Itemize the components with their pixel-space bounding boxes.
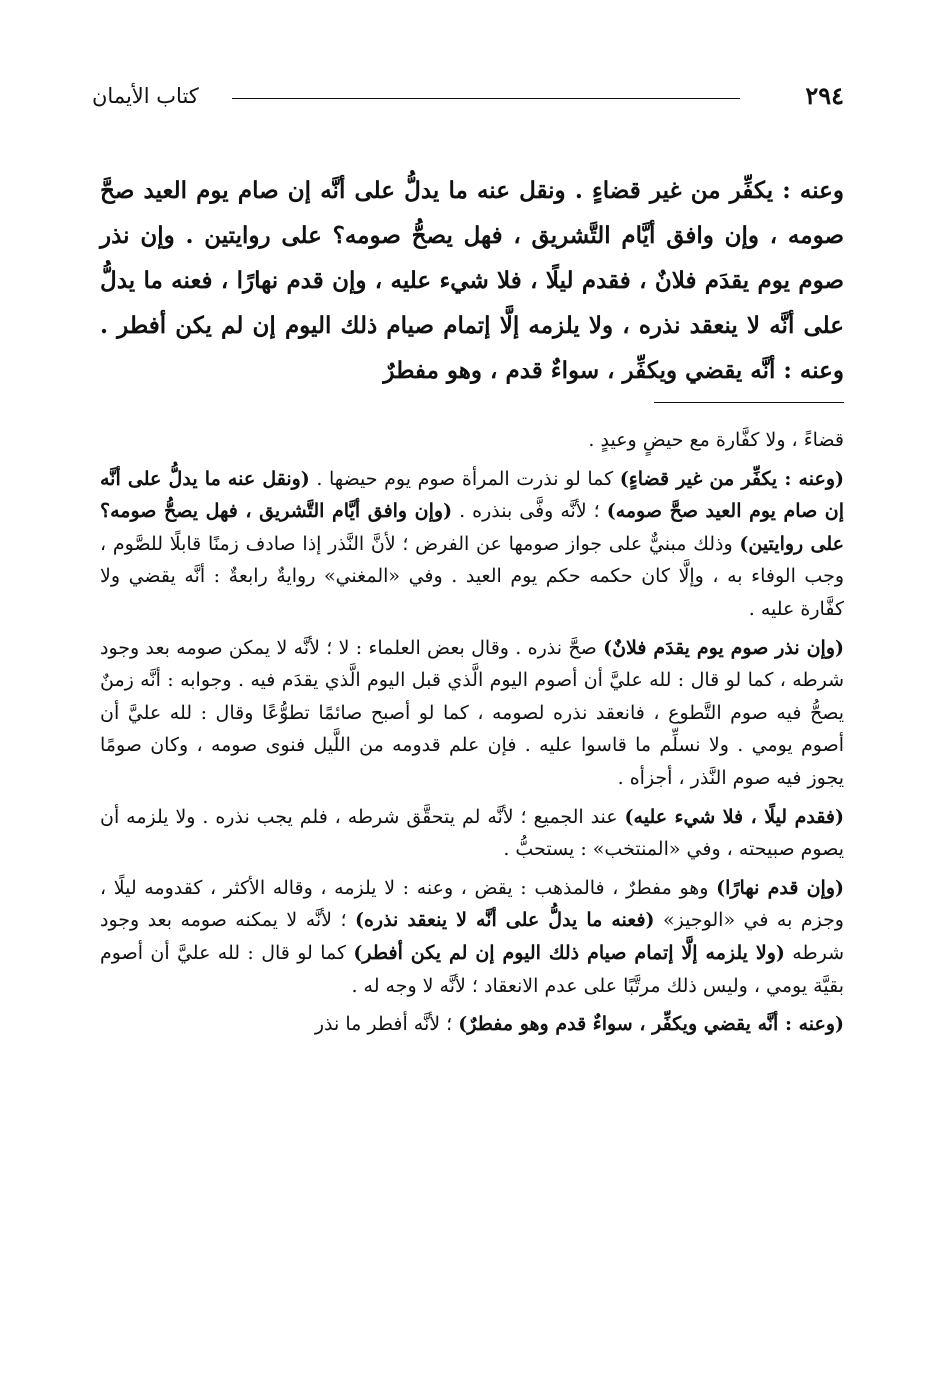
quoted-matn: (وعنه : يكفِّر من غير قضاءٍ) bbox=[619, 467, 844, 490]
commentary-paragraph-5 bbox=[100, 872, 844, 1002]
main-text-paragraph: وعنه : يكفِّر من غير قضاءٍ . ونقل عنه ما يدلُّ على أنَّه إن صام يوم العيد صحَّ صومه ، وإن وافق أيَّام التَّشريق ، فهل يصحُّ صومه؟ على روايتين . وإن نذر صوم يوم يقدَم فلانٌ ، فقدم ليلًا ، فلا شيء عليه ، وإن قدم نهارًا ، فعنه ما يدلُّ على أنَّه لا ينعقد نذره ، ولا يلزمه إلَّا إتمام صيام ذلك اليوم إن لم يكن أفطر . وعنه : أنَّه يقضي ويكفِّر ، سواءٌ قدم ، وهو مفطرٌ bbox=[100, 177, 844, 384]
quoted-matn: (ونقل عنه ما يدلُّ على أنَّه إن صام يوم العيد صحَّ صومه) bbox=[100, 467, 845, 523]
quoted-matn: (فقدم ليلًا ، فلا شيء عليه) bbox=[624, 805, 845, 828]
quoted-matn: (وإن وافق أيَّام التَّشريق ، فهل يصحُّ صومه؟ على روايتين) bbox=[100, 500, 844, 555]
commentary-text: عند الجميع ؛ لأنَّه لم يتحقَّق شرطه ، فلم يجب نذره . ولا يلزمه أن يصوم صبيحته ، وفي «المنتخب» : يستحبُّ . bbox=[100, 805, 844, 861]
quoted-matn: (ولا يلزمه إلَّا إتمام صيام ذلك اليوم إن لم يكن أفطر) bbox=[353, 941, 785, 964]
commentary-paragraph-1 bbox=[100, 424, 844, 457]
commentary-text: ؛ لأنَّه لا يمكنه صومه بعد وجود شرطه bbox=[100, 909, 844, 964]
commentary bbox=[100, 424, 844, 1047]
quoted-matn: (وعنه : أنَّه يقضي ويكفِّر ، سواءٌ قدم وهو مفطرٌ) bbox=[458, 1013, 844, 1036]
commentary-text: كما لو قال : لله عليَّ أن أصوم بقيَّة يومي ، وليس ذلك مرتَّبًا على عدم الانعقاد ؛ لأنَّه لا وجه له . bbox=[100, 941, 844, 997]
quoted-matn: (فعنه ما يدلُّ على أنَّه لا ينعقد نذره) bbox=[354, 909, 655, 932]
running-title: كتاب الأيمان bbox=[92, 84, 199, 108]
header-rule bbox=[232, 98, 740, 99]
commentary-text: وهو مفطرٌ ، فالمذهب : يقض ، وعنه : لا يلزمه ، وقاله الأكثر ، كقدومه ليلًا ، وجزم به في «الوجيز» bbox=[100, 876, 844, 932]
commentary-paragraph-6 bbox=[100, 1008, 844, 1041]
commentary-text: كما لو نذرت المرأة صوم يوم حيضها . bbox=[309, 467, 620, 490]
commentary-text: ؛ لأنَّه أفطر ما نذر bbox=[314, 1013, 459, 1036]
quoted-matn: (وإن قدم نهارًا) bbox=[716, 876, 844, 899]
commentary-text: وذلك مبنيٌّ على جواز صومها عن الفرض ؛ لأنَّ النَّذر إذا صادف زمنًا قابلًا للصَّوم ، وجب الوفاء به ، وإلَّا كان حكمه حكم يوم العيد . وفي «المغني» روايةٌ رابعةٌ : أنَّه يقضي ولا كفَّارة عليه . bbox=[100, 532, 844, 620]
main-text bbox=[100, 168, 844, 393]
page-header bbox=[92, 80, 844, 116]
commentary-paragraph-3 bbox=[100, 632, 844, 795]
commentary-paragraph-4 bbox=[100, 801, 844, 866]
commentary-text: قضاءً ، ولا كفَّارة مع حيضٍ وعيدٍ . bbox=[588, 429, 844, 451]
quoted-matn: (وإن نذر صوم يوم يقدَم فلانٌ) bbox=[603, 636, 844, 659]
commentary-text: صحَّ نذره . وقال بعض العلماء : لا ؛ لأنَّه لا يمكن صومه بعد وجود شرطه ، كما لو قال : لله عليَّ أن أصوم اليوم الَّذي قبل اليوم الَّذي يقدَم فيه . وجوابه : أنَّه زمنٌ يصحُّ فيه صوم التَّطوع ، فانعقد نذره لصومه ، كما لو أصبح صائمًا تطوُّعًا وقال : لله عليَّ أن أصوم يومي . ولا نسلِّم ما قاسوا عليه . فإن علم قدومه من اللَّيل فنوى صومه ، وكان صومًا يجوز فيه صوم النَّذر ، أجزأه . bbox=[100, 636, 844, 789]
commentary-separator bbox=[654, 402, 844, 403]
page-number: ٢٩٤ bbox=[805, 81, 844, 110]
commentary-text: ؛ لأنَّه وفَّى بنذره . bbox=[452, 500, 607, 523]
commentary-paragraph-2 bbox=[100, 463, 844, 626]
